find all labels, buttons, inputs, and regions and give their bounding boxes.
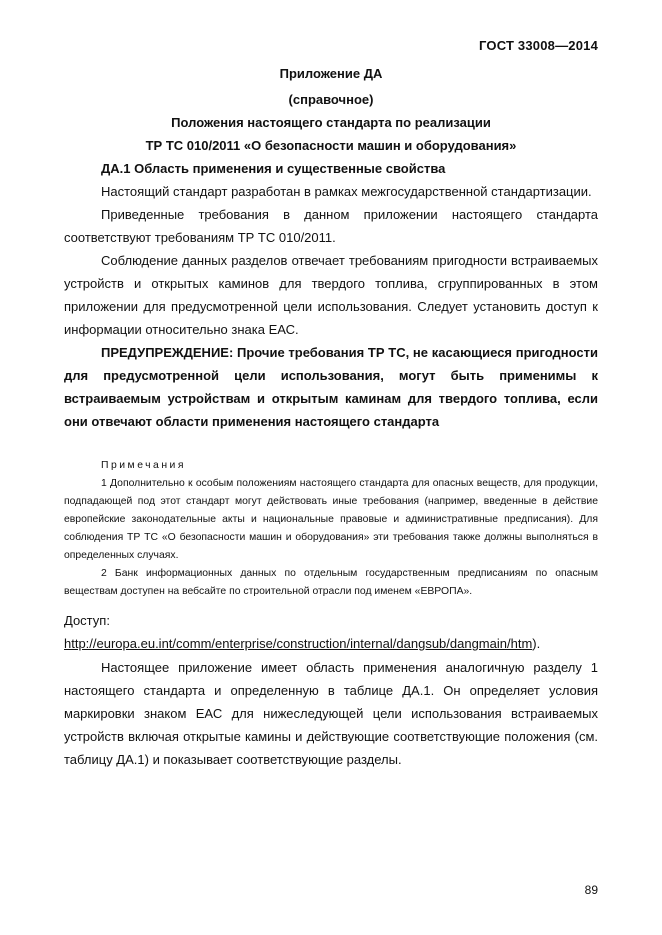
note-1: 1 Дополнительно к особым положениям настоящего стандарта для опасных веществ, для продукции, подпадающей под этот стандарт могут действовать иные требования (например, введенные в действие европейские законодательные акты и национальные правовые и административные предписания). Для соблюдения ТР ТС «О безопасности машин и оборудования» эти требования также должны выполняться в определенных случаях.	[64, 478, 598, 561]
main-text	[64, 157, 598, 433]
access-line	[64, 632, 598, 655]
appendix-heading-line2: ТР ТС 010/2011 «О безопасности машин и оборудования»	[145, 138, 517, 153]
access-url-link[interactable]: http://europa.eu.int/comm/enterprise/construction/internal/dangsub/dangmain/htm	[64, 636, 533, 651]
page-number: 89	[584, 883, 598, 897]
note-2: 2 Банк информационных данных по отдельным государственным предписаниям по опасным веществам доступен на вебсайте по строительной отрасли под именем «ЕВРОПА».	[64, 568, 598, 597]
appendix-title: Приложение ДА	[279, 66, 383, 81]
access-label: Доступ:	[64, 613, 110, 628]
notes-block	[64, 457, 598, 601]
paragraph-requirements: Приведенные требования в данном приложении настоящего стандарта соответствуют требованиям ТР ТС 010/2011.	[64, 207, 598, 245]
paragraph-appendix-scope: Настоящее приложение имеет область применения аналогичную разделу 1 настоящего стандарта и определенную в таблице ДА.1. Он определяет условия маркировки знаком ЕАС для нижеследующей цели использования встраиваемых устройств включая открытые камины и действующие соответствующие положения (см. таблицу ДА.1) и показывает соответствующие разделы.	[64, 660, 598, 767]
access-block	[64, 609, 598, 655]
access-url-suffix: ).	[532, 636, 541, 651]
standard-number: ГОСТ 33008—2014	[479, 38, 598, 53]
section-title: ДА.1 Область применения и существенные свойства	[101, 161, 446, 176]
paragraph-scope: Настоящий стандарт разработан в рамках межгосударственной стандартизации.	[101, 184, 592, 199]
appendix-heading-line1: Положения настоящего стандарта по реализации	[171, 115, 491, 130]
paragraph-compliance: Соблюдение данных разделов отвечает требованиям пригодности встраиваемых устройств и открытых каминов для твердого топлива, сгруппированных в этом приложении для предусмотренной цели использования. Следует установить доступ к информации относительно знака ЕАС.	[64, 253, 598, 337]
appendix-type: (справочное)	[288, 92, 374, 107]
final-text	[64, 656, 598, 771]
warning-paragraph: ПРЕДУПРЕЖДЕНИЕ: Прочие требования ТР ТС, не касающиеся пригодности для предусмотренной цели использования, могут быть применимы к встраиваемым устройствам и открытым каминам для твердого топлива, если они отвечают области применения настоящего стандарта	[64, 345, 598, 429]
notes-title: Примечания	[101, 460, 186, 471]
